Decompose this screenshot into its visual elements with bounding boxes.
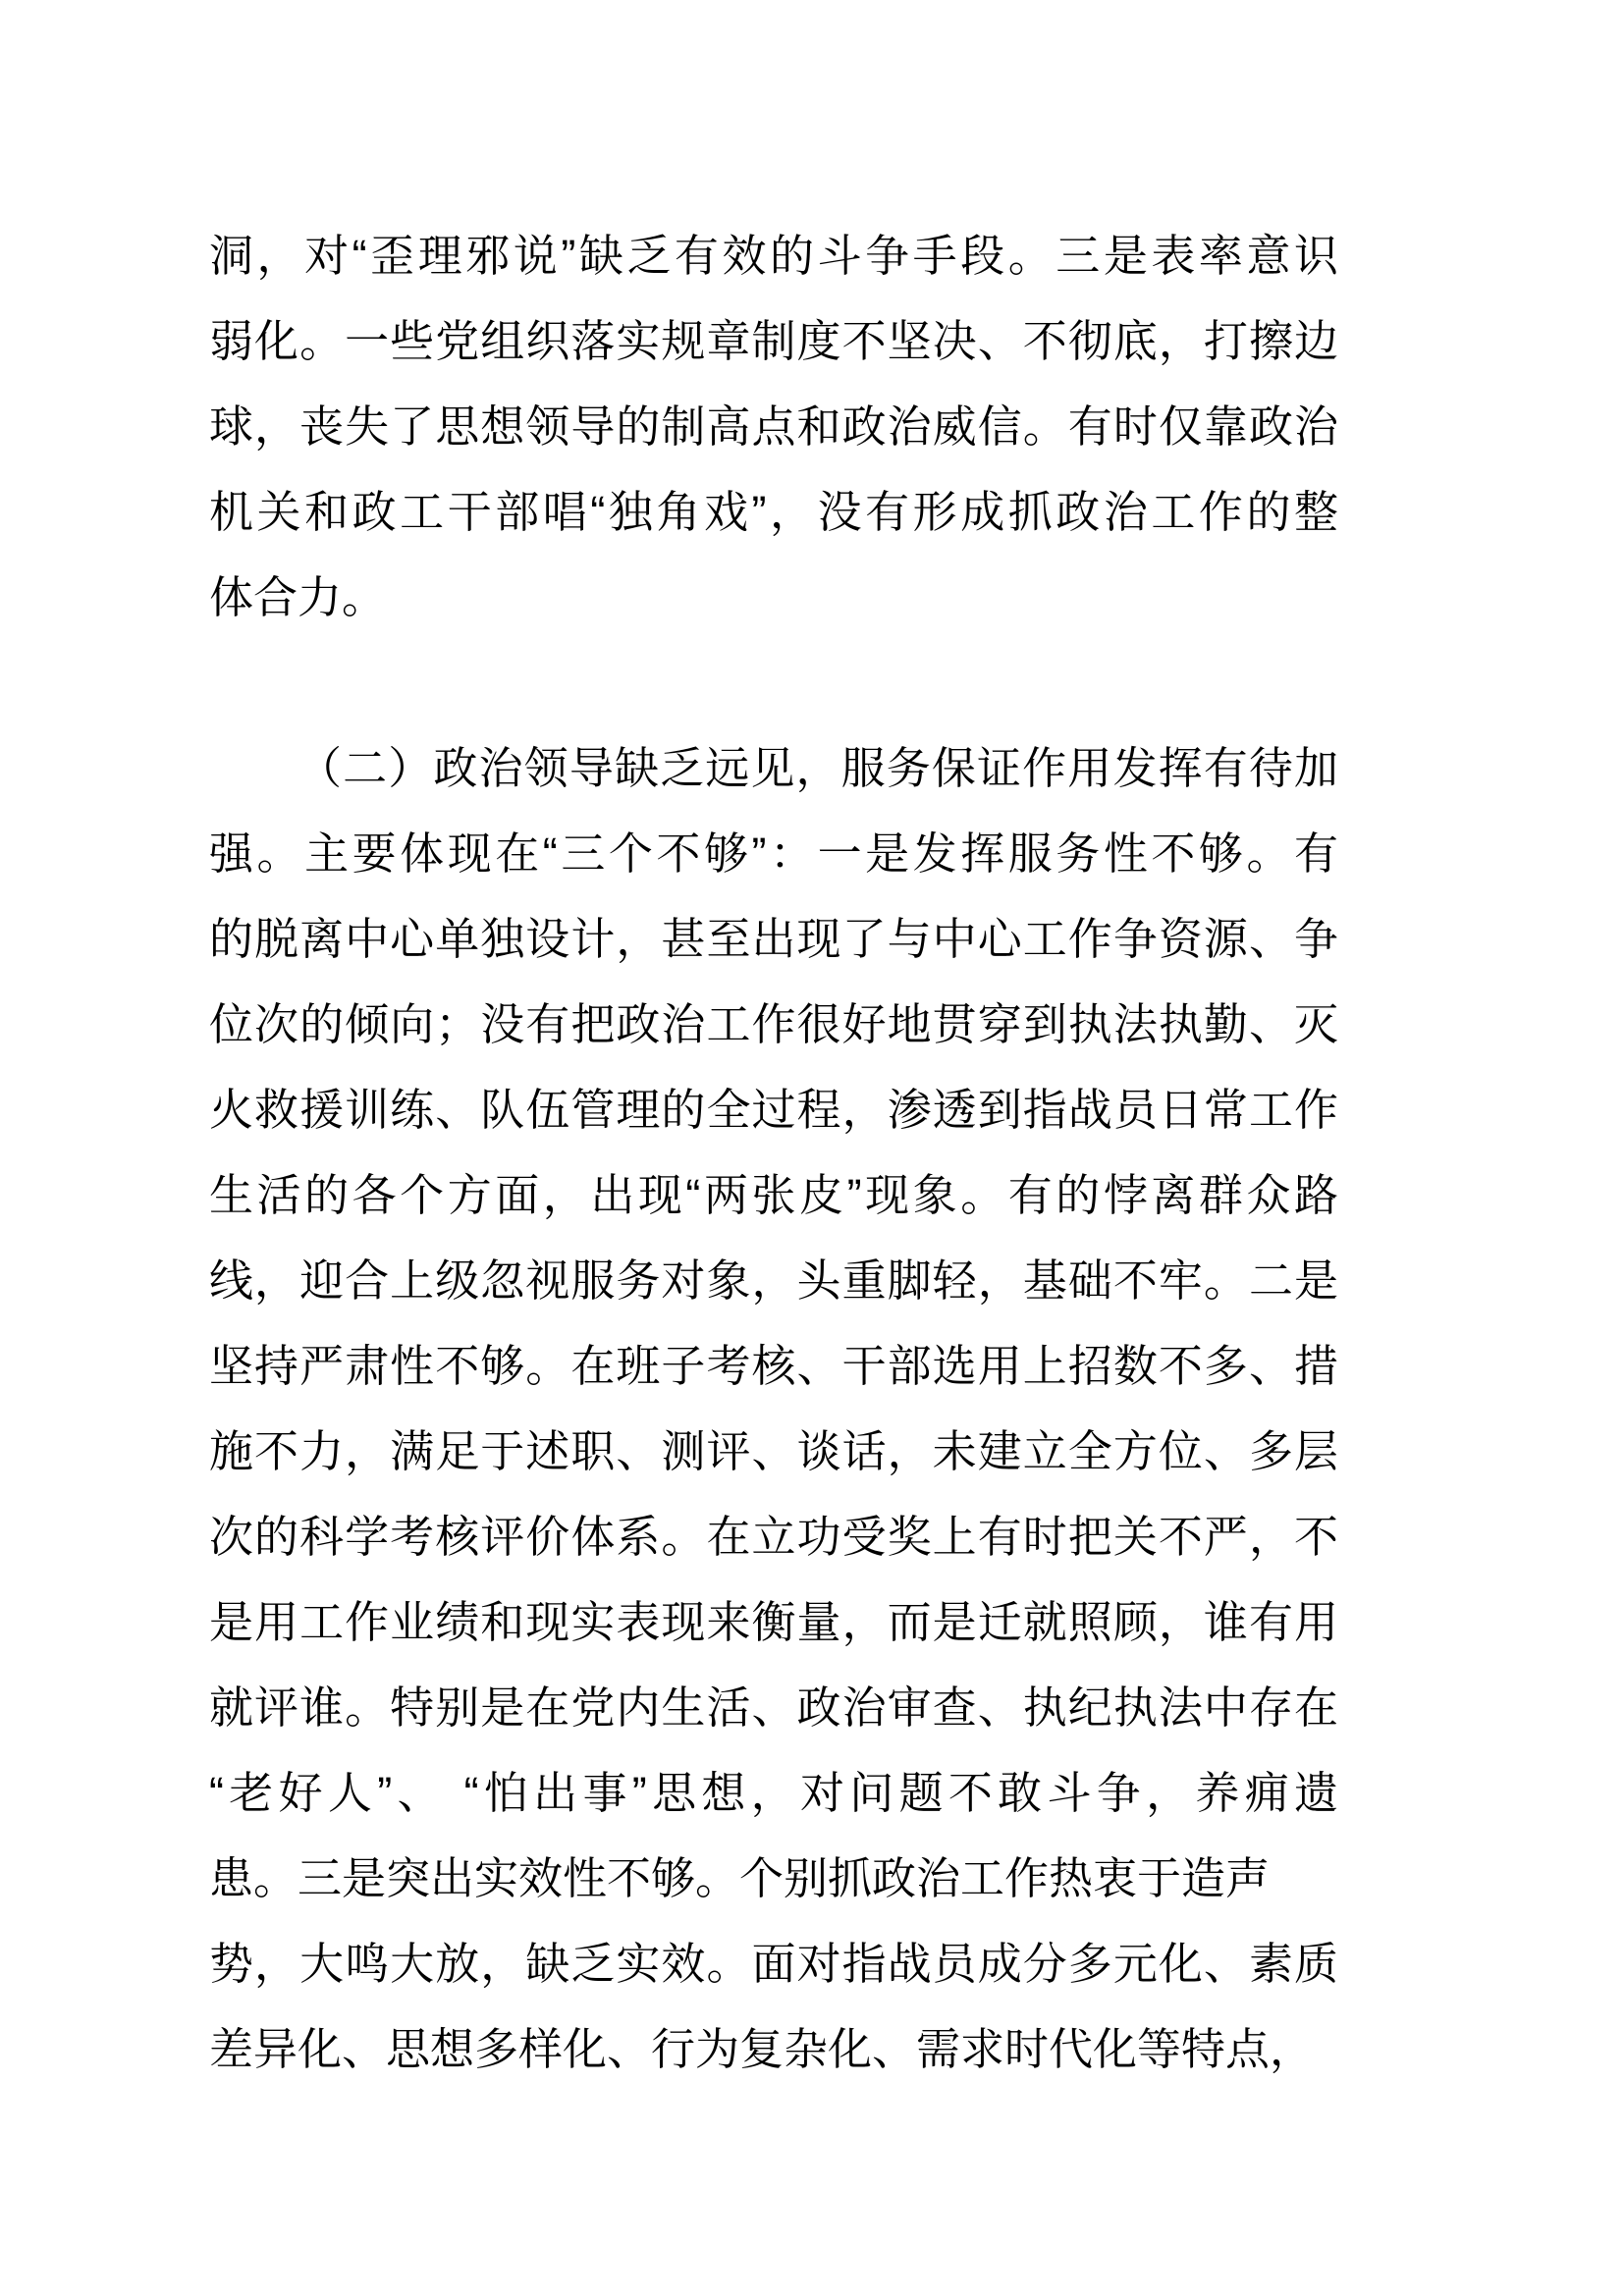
text-line: “老好人”、 “怕出事”思想，对问题不敢斗争，养痈遗	[209, 1768, 1338, 1818]
text-line: 差异化、思想多样化、行为复杂化、需求时代化等特点，	[209, 2024, 1315, 2074]
text-line: （二）政治领导缺乏远见，服务保证作用发挥有待加	[298, 743, 1338, 793]
paragraph	[209, 213, 1338, 640]
text-line: 势，大鸣大放，缺乏实效。面对指战员成分多元化、素质	[209, 1939, 1338, 1989]
text-line: 位次的倾向；没有把政治工作很好地贯穿到执法执勤、灭	[209, 999, 1338, 1049]
text-line: 坚持严肃性不够。在班子考核、干部选用上招数不多、措	[209, 1341, 1338, 1391]
text-line: 强。主要体现在“三个不够”：一是发挥服务性不够。有	[209, 828, 1338, 879]
text-line: 施不力，满足于述职、测评、谈话，未建立全方位、多层	[209, 1426, 1338, 1476]
text-line: 生活的各个方面，出现“两张皮”现象。有的悖离群众路	[209, 1170, 1338, 1220]
text-line: 体合力。	[209, 572, 387, 622]
text-line: 次的科学考核评价体系。在立功受奖上有时把关不严，不	[209, 1512, 1338, 1562]
text-line: 弱化。一些党组织落实规章制度不坚决、不彻底，打擦边	[209, 316, 1338, 366]
text-line: 球，丧失了思想领导的制高点和政治威信。有时仅靠政治	[209, 401, 1338, 452]
text-line: 线，迎合上级忽视服务对象，头重脚轻，基础不牢。二是	[209, 1255, 1338, 1306]
document-body	[209, 213, 1338, 2092]
text-line: 机关和政工干部唱“独角戏”，没有形成抓政治工作的整	[209, 487, 1338, 537]
text-line: 患。三是突出实效性不够。个别抓政治工作热衷于造声	[209, 1853, 1271, 1903]
text-line: 火救援训练、队伍管理的全过程，渗透到指战员日常工作	[209, 1085, 1338, 1135]
text-line: 洞，对“歪理邪说”缺乏有效的斗争手段。三是表率意识	[209, 231, 1338, 281]
text-line: 的脱离中心单独设计，甚至出现了与中心工作争资源、争	[209, 914, 1338, 964]
text-line: 是用工作业绩和现实表现来衡量，而是迁就照顾，谁有用	[209, 1597, 1338, 1647]
text-line: 就评谁。特别是在党内生活、政治审查、执纪执法中存在	[209, 1682, 1338, 1733]
paragraph	[209, 725, 1338, 2092]
